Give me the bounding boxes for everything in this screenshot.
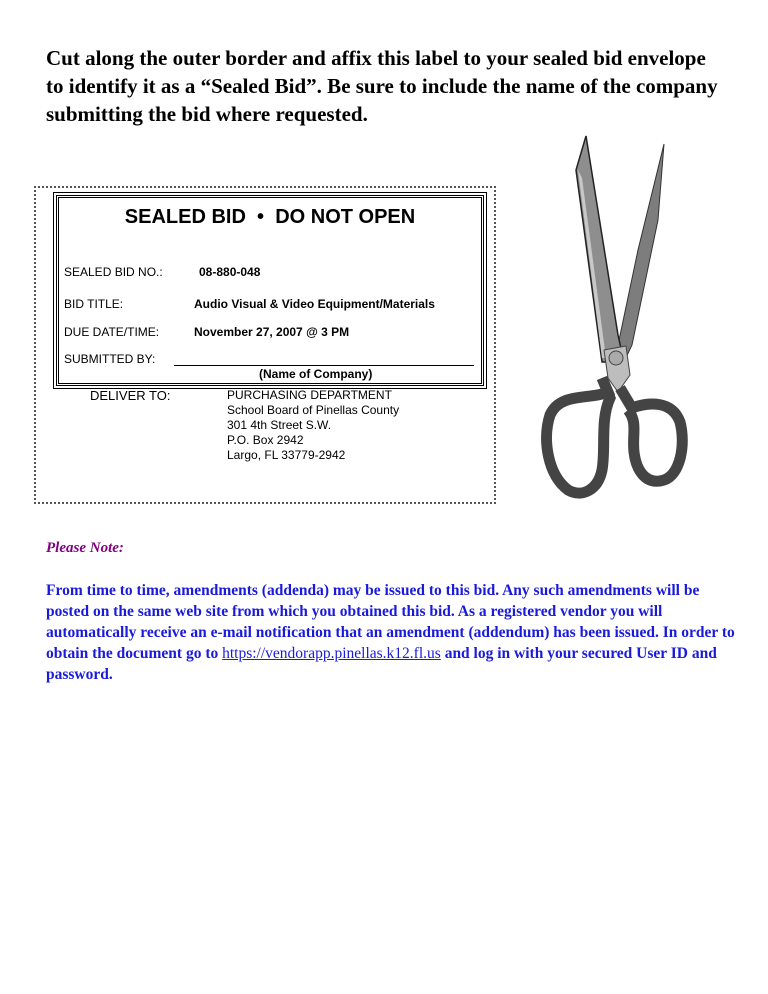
due-label: DUE DATE/TIME: — [64, 325, 160, 339]
amendment-notice — [46, 580, 736, 685]
bullet: • — [257, 206, 265, 228]
label-title — [59, 206, 481, 229]
company-caption: (Name of Company) — [259, 367, 373, 381]
sealed-bid-label — [56, 195, 484, 386]
vendor-app-link[interactable]: https://vendorapp.pinellas.k12.fl.us — [222, 645, 441, 662]
due-value: November 27, 2007 @ 3 PM — [194, 325, 350, 339]
bid-no-value: 08-880-048 — [199, 265, 261, 279]
title-sealed-bid: SEALED BID — [124, 206, 246, 228]
notice-text: From time to time, amendments (addenda) may be issued to this bid. Any such amendments will be posted on the same web site from which you obtained this bid. As a registered vendor you will automatically receive an e-mail notification that an amendment (addendum) has been issued. In order to obtain the document go to — [46, 582, 735, 662]
please-note-heading: Please Note: — [46, 540, 124, 556]
scissors-icon — [520, 130, 700, 510]
address-line: School Board of Pinellas County — [227, 403, 400, 417]
address-line: 301 4th Street S.W. — [227, 418, 332, 432]
notice-text-end: and log in with your secured User ID and password. — [46, 645, 717, 683]
bid-no-label: SEALED BID NO.: — [64, 265, 163, 279]
delivery-address — [227, 388, 399, 463]
deliver-to-label: DELIVER TO: — [90, 388, 171, 403]
instructions: Cut along the outer border and affix this label to your sealed bid envelope to identify it as a “Sealed Bid”. Be sure to include the name of the company submitting the bid where requested. — [46, 46, 718, 126]
bid-title-label: BID TITLE: — [64, 297, 124, 311]
title-do-not-open: DO NOT OPEN — [275, 206, 416, 228]
company-line — [174, 365, 474, 366]
address-line: P.O. Box 2942 — [227, 433, 304, 447]
address-line: PURCHASING DEPARTMENT — [227, 388, 392, 402]
bid-title-value: Audio Visual & Video Equipment/Materials — [194, 297, 435, 311]
submitted-by-label: SUBMITTED BY: — [64, 352, 156, 366]
address-line: Largo, FL 33779-2942 — [227, 448, 346, 462]
